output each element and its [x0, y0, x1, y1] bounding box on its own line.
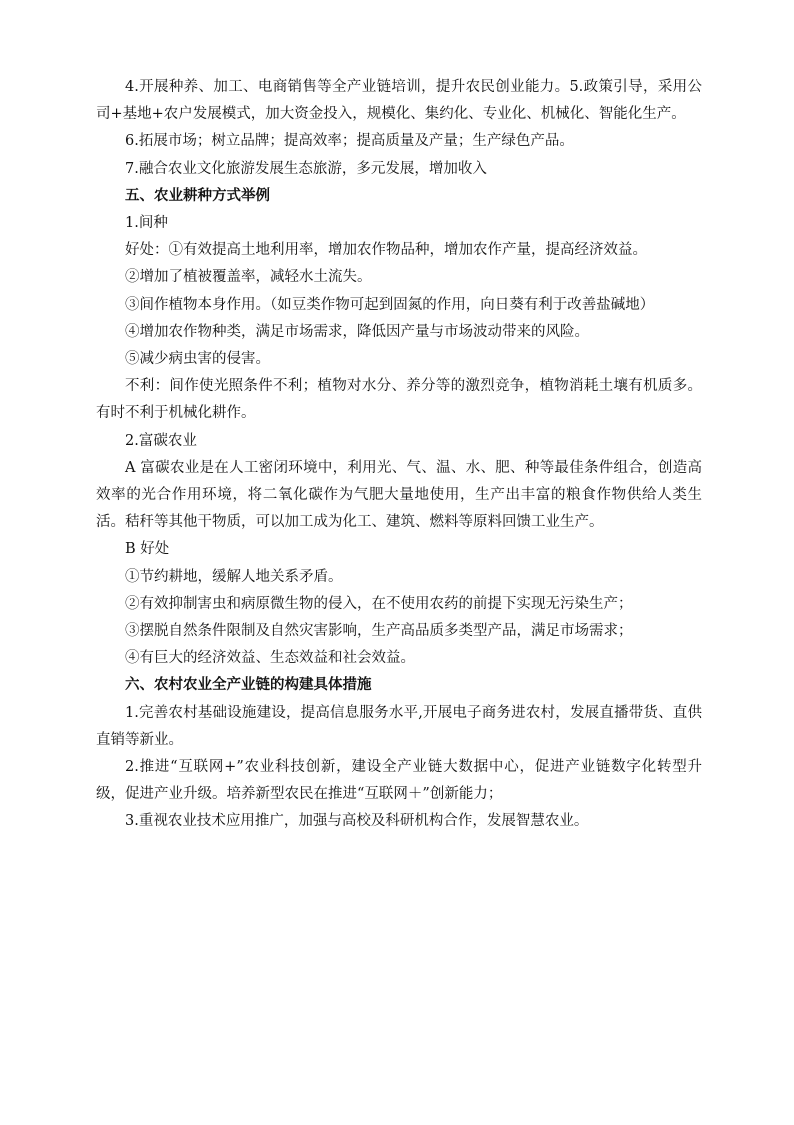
list-item-benefit-4: ④增加农作物种类，满足市场需求，降低因产量与市场波动带来的风险。 — [125, 323, 589, 340]
section-heading-industry-chain: 六、农村农业全产业链的构建具体措施 — [125, 677, 372, 694]
section-heading-farming-methods: 五、农业耕种方式举例 — [125, 187, 270, 204]
list-item-benefit-3: ③间作植物本身作用。（如豆类作物可起到固氮的作用，向日葵有利于改善盐碱地） — [125, 296, 655, 313]
paragraph-training: 4.开展种养、加工、电商销售等全产业链培训，提升农民创业能力。5.政策引导，采用公司+基地+农户发展模式，加大资金投入，规模化、集约化、专业化、机械化、智能化生产。 — [96, 79, 702, 123]
paragraph-market: 6.拓展市场；树立品牌；提高效率；提高质量及产量；生产绿色产品。 — [125, 133, 574, 150]
list-item-benefit-5: ⑤减少病虫害的侵害。 — [125, 351, 270, 368]
measure-item-3: 3.重视农业技术应用推广，加强与高校及科研机构合作，发展智慧农业。 — [125, 813, 589, 830]
subheading-carbon-rich-agriculture: 2.富碳农业 — [125, 432, 197, 449]
list-item-carbon-benefit-1: ①节约耕地，缓解人地关系矛盾。 — [125, 568, 343, 585]
measure-item-1: 1.完善农村基础设施建设，提高信息服务水平,开展电子商务进农村，发展直播带货、直供直销等新业。 — [96, 704, 702, 748]
measure-item-2: 2.推进“互联网+”农业科技创新，建设全产业链大数据中心，促进产业链数字化转型升级，促进产业升级。培养新型农民在推进“互联网＋”创新能力； — [96, 759, 702, 803]
subheading-intercropping: 1.间种 — [125, 215, 168, 232]
paragraph-tourism: 7.融合农业文化旅游发展生态旅游，多元发展，增加收入 — [125, 160, 487, 177]
list-item-benefit-2: ②增加了植被覆盖率，减轻水土流失。 — [125, 269, 372, 286]
list-item-carbon-benefit-2: ②有效抑制害虫和病原微生物的侵入，在不使用农药的前提下实现无污染生产； — [125, 595, 633, 612]
list-item-benefit-1: 好处：①有效提高土地利用率，增加农作物品种，增加农作产量，提高经济效益。 — [125, 242, 647, 259]
paragraph-carbon-definition: A 富碳农业是在人工密闭环境中，利用光、气、温、水、肥、种等最佳条件组合，创造高效率的光合作用环境，将二氧化碳作为气肥大量地使用，生产出丰富的粮食作物供给人类生活。秸秆等其他干物质，可以加工成为化工、建筑、燃料等原料回馈工业生产。 — [96, 459, 702, 531]
list-item-carbon-benefit-4: ④有巨大的经济效益、生态效益和社会效益。 — [125, 650, 415, 667]
subheading-carbon-benefits: B 好处 — [125, 541, 170, 558]
document-body — [96, 74, 702, 836]
list-item-carbon-benefit-3: ③摆脱自然条件限制及自然灾害影响，生产高品质多类型产品，满足市场需求； — [125, 623, 633, 640]
paragraph-disadvantages: 不利：间作使光照条件不利；植物对水分、养分等的激烈竞争，植物消耗土壤有机质多。有时不利于机械化耕作。 — [96, 378, 702, 422]
